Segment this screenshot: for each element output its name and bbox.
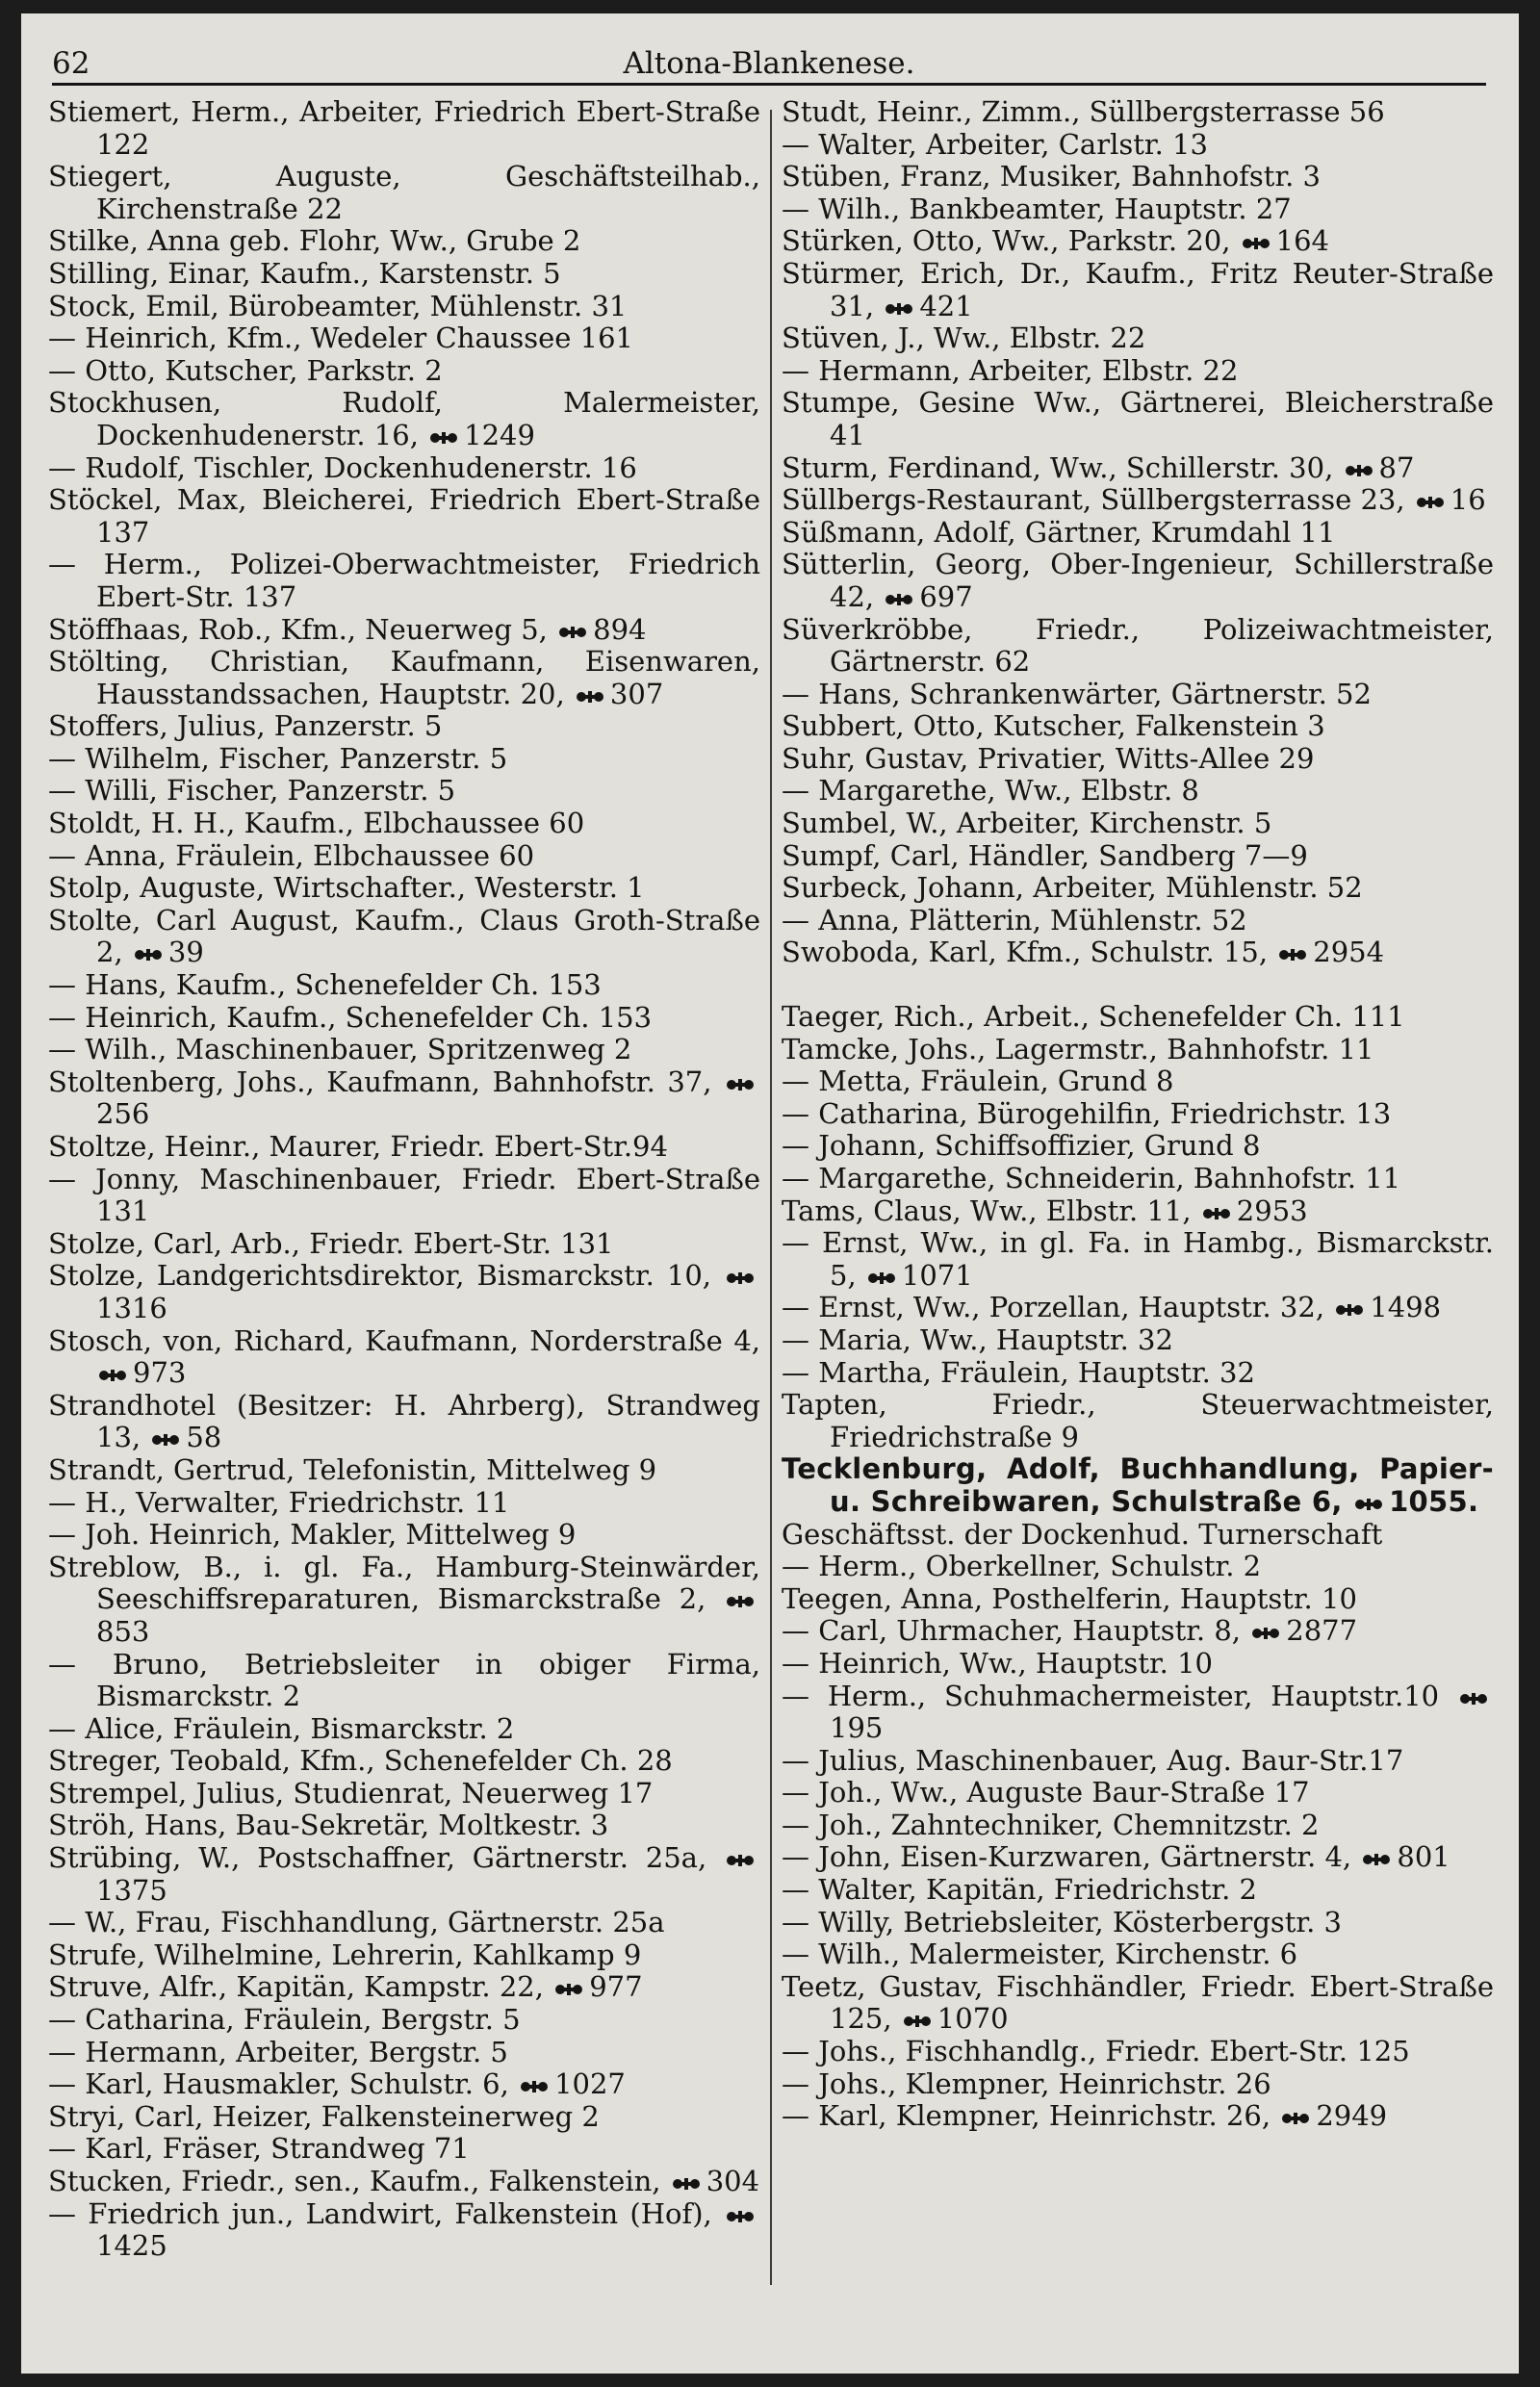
telephone-icon: [1459, 1691, 1488, 1707]
entry-text: — Karl, Hausmakler, Schulstr. 6,: [48, 2067, 509, 2101]
entry-text: Taeger, Rich., Arbeit., Schenefelder Ch. 111: [782, 1000, 1405, 1034]
directory-entry: [782, 872, 1494, 905]
running-title: Altona-Blankenese.: [623, 46, 915, 81]
telephone-icon: [554, 1982, 583, 1997]
entry-text: Teetz, Gustav, Fischhändler, Friedr. Ebert-Straße 125,: [782, 1969, 1494, 2036]
directory-entry: [48, 2133, 760, 2166]
entry-text: Tamcke, Johs., Lagermstr., Bahnhofstr. 11: [782, 1032, 1374, 1065]
entry-text: Stiegert, Auguste, Geschäftsteilhab., Kirchenstraße 22: [48, 160, 760, 225]
telephone-icon: [867, 1270, 896, 1286]
phone-number: 2954: [1313, 936, 1385, 969]
entry-text: — Heinrich, Kfm., Wedeler Chaussee 161: [48, 321, 634, 355]
telephone-icon: [726, 1077, 755, 1092]
telephone-icon: [134, 947, 163, 962]
entry-text: Stumpe, Gesine Ww., Gärtnerei, Bleicherstraße 41: [782, 386, 1494, 451]
entry-text: — Heinrich, Ww., Hauptstr. 10: [782, 1646, 1213, 1680]
entry-text: Studt, Heinr., Zimm., Süllbergsterrasse 56: [782, 95, 1385, 128]
directory-entry: [782, 905, 1494, 937]
entry-text: Stoldt, H. H., Kaufm., Elbchaussee 60: [48, 807, 585, 840]
directory-entry: [48, 1649, 760, 1713]
entry-text: — Joh., Zahntechniker, Chemnitzstr. 2: [782, 1808, 1320, 1841]
entry-text: Streblow, B., i. gl. Fa., Hamburg-Steinwärder, Seeschiffsreparaturen, Bismarckstraße 2,: [48, 1550, 760, 1616]
directory-entry: [782, 387, 1494, 451]
directory-entry: [782, 1971, 1494, 2036]
phone-number: 1316: [96, 1291, 167, 1324]
directory-entry: [48, 484, 760, 549]
directory-entry: [48, 1907, 760, 1939]
entry-text: Stöckel, Max, Bleicherei, Friedrich Ebert-Straße 137: [48, 483, 760, 549]
entry-text: — Rudolf, Tischler, Dockenhudenerstr. 16: [48, 450, 637, 484]
telephone-icon: [726, 2209, 755, 2224]
directory-entry: [782, 1810, 1494, 1842]
entry-text: — Hans, Kaufm., Schenefelder Ch. 153: [48, 968, 602, 1002]
entry-text: — Herm., Schuhmachermeister, Hauptstr.10: [782, 1679, 1440, 1712]
directory-entry: [782, 1777, 1494, 1810]
directory-entry: [782, 1034, 1494, 1066]
directory-entry: [48, 646, 760, 710]
directory-entry: [48, 969, 760, 1002]
telephone-icon: [576, 689, 604, 705]
directory-entry: [48, 1131, 760, 1164]
entry-text: Stoltze, Heinr., Maurer, Friedr. Ebert-Str.94: [48, 1130, 668, 1163]
entry-text: Süverkröbbe, Friedr., Polizeiwachtmeister, Gärtnerstr. 62: [782, 612, 1494, 679]
directory-entry: [48, 291, 760, 323]
directory-entry: [782, 258, 1494, 322]
phone-number: 1498: [1370, 1291, 1442, 1324]
entry-text: Stock, Emil, Bürobeamter, Mühlenstr. 31: [48, 289, 628, 322]
telephone-icon: [1278, 947, 1307, 962]
directory-entry: [48, 355, 760, 388]
directory-entry: [782, 1001, 1494, 1034]
entry-text: — Metta, Fräulein, Grund 8: [782, 1065, 1174, 1098]
directory-entry: [48, 452, 760, 485]
directory-entry: [782, 2068, 1494, 2101]
entry-text: — Alice, Fräulein, Bismarckstr. 2: [48, 1711, 515, 1745]
entry-text: — Catharina, Fräulein, Bergstr. 5: [48, 2003, 521, 2037]
phone-number: 2949: [1316, 2099, 1388, 2133]
telephone-icon: [903, 2014, 932, 2029]
directory-entry: [48, 1002, 760, 1035]
entry-text: Strandt, Gertrud, Telefonistin, Mittelweg 9: [48, 1452, 657, 1486]
directory-entry: [48, 1519, 760, 1552]
entry-text: — Heinrich, Kaufm., Schenefelder Ch. 153: [48, 1000, 653, 1034]
entry-text: Swoboda, Karl, Kfm., Schulstr. 15,: [782, 936, 1269, 969]
directory-entry: [48, 743, 760, 776]
directory-entry: [782, 1130, 1494, 1163]
directory-entry: [48, 1066, 760, 1131]
entry-text: — Wilh., Malermeister, Kirchenstr. 6: [782, 1938, 1298, 1971]
page-header: [52, 42, 1486, 85]
entry-text: — Karl, Klempner, Heinrichstr. 26,: [782, 2099, 1271, 2133]
phone-number: 894: [593, 612, 647, 646]
phone-number: 1027: [554, 2067, 626, 2101]
entry-text: — Otto, Kutscher, Parkstr. 2: [48, 353, 443, 387]
entry-text: Tecklenburg, Adolf, Buchhandlung, Papier- u. Schreibwaren, Schulstraße 6,: [782, 1452, 1494, 1518]
entry-text: Streger, Teobald, Kfm., Schenefelder Ch. 28: [48, 1744, 673, 1778]
directory-entry: [48, 322, 760, 355]
directory-entry: [48, 775, 760, 808]
entry-text: Stürken, Otto, Ww., Parkstr. 20,: [782, 224, 1231, 258]
directory-entry: [782, 1874, 1494, 1907]
telephone-icon: [1242, 236, 1270, 251]
entry-text: — Herm., Oberkellner, Schulstr. 2: [782, 1550, 1262, 1583]
entry-text: Sütterlin, Georg, Ober-Ingenieur, Schillerstraße 42,: [782, 548, 1494, 613]
entry-text: — Karl, Fräser, Strandweg 71: [48, 2132, 470, 2166]
directory-entry: [782, 743, 1494, 776]
telephone-icon: [151, 1432, 180, 1448]
entry-text: — Johs., Fischhandlg., Friedr. Ebert-Str. 125: [782, 2035, 1410, 2068]
phone-number: 973: [133, 1356, 187, 1390]
telephone-icon: [1251, 1626, 1280, 1641]
directory-entry: [782, 322, 1494, 355]
directory-entry: [48, 808, 760, 840]
phone-number: 195: [830, 1711, 884, 1745]
entry-text: Tapten, Friedr., Steuerwachtmeister, Friedrichstraße 9: [782, 1388, 1494, 1453]
entry-text: Stolp, Auguste, Wirtschafter., Westerstr. 1: [48, 871, 645, 905]
directory-entry: [48, 2101, 760, 2134]
phone-number: 697: [919, 579, 973, 613]
entry-text: — Wilh., Bankbeamter, Hauptstr. 27: [782, 192, 1292, 225]
entry-text: — Catharina, Bürogehilfin, Friedrichstr. 13: [782, 1096, 1392, 1130]
directory-entry: [782, 161, 1494, 193]
telephone-icon: [1335, 1302, 1364, 1318]
entry-text: — Maria, Ww., Hauptstr. 32: [782, 1322, 1173, 1356]
directory-entry: [48, 1778, 760, 1810]
entry-text: Tams, Claus, Ww., Elbstr. 11,: [782, 1194, 1192, 1227]
entry-text: — Johann, Schiffsoffizier, Grund 8: [782, 1129, 1261, 1163]
entry-text: Stucken, Friedr., sen., Kaufm., Falkenstein,: [48, 2165, 661, 2197]
telephone-icon: [520, 2079, 549, 2094]
entry-text: — Margarethe, Ww., Elbstr. 8: [782, 774, 1199, 808]
phone-number: 1249: [464, 418, 535, 451]
phone-number: 1375: [96, 1873, 167, 1907]
directory-entry: [782, 484, 1494, 517]
entry-text: Subbert, Otto, Kutscher, Falkenstein 3: [782, 709, 1325, 743]
entry-text: — Anna, Plätterin, Mühlenstr. 52: [782, 903, 1247, 937]
phone-number: 1070: [937, 2002, 1009, 2036]
directory-entry: [48, 1034, 760, 1066]
directory-entry: [48, 1228, 760, 1261]
directory-entry: [782, 1389, 1494, 1453]
phone-number: 801: [1397, 1840, 1450, 1874]
directory-entry: [48, 614, 760, 647]
telephone-icon: [1416, 495, 1445, 510]
directory-entry: [48, 2166, 760, 2198]
entry-text: — Julius, Maschinenbauer, Aug. Baur-Str.17: [782, 1743, 1404, 1777]
directory-entry: [782, 1324, 1494, 1357]
directory-entry: [782, 1292, 1494, 1324]
directory-entry: [782, 937, 1494, 969]
entry-text: Sumpf, Carl, Händler, Sandberg 7—9: [782, 838, 1308, 872]
entry-text: — Joh., Ww., Auguste Baur-Straße 17: [782, 1776, 1310, 1810]
entry-text: — Walter, Arbeiter, Carlstr. 13: [782, 127, 1208, 161]
directory-entry: [48, 1552, 760, 1649]
phone-number: 307: [609, 677, 664, 710]
directory-entry: [782, 840, 1494, 873]
directory-entry: [782, 1519, 1494, 1552]
directory-entry: [782, 2100, 1494, 2133]
directory-entry: [782, 549, 1494, 613]
directory-entry: [48, 2198, 760, 2263]
directory-page: [21, 13, 1519, 2374]
entry-text: — Bruno, Betriebsleiter in obiger Firma, Bismarckstr. 2: [48, 1647, 760, 1713]
right-column: [782, 96, 1494, 2133]
directory-entry: [48, 1390, 760, 1454]
entry-text: Surbeck, Johann, Arbeiter, Mühlenstr. 52: [782, 871, 1363, 905]
directory-entry: [782, 679, 1494, 711]
directory-entry: [48, 1810, 760, 1842]
directory-entry: [782, 225, 1494, 258]
phone-number: 1071: [901, 1258, 973, 1292]
telephone-icon: [672, 2176, 701, 2192]
directory-entry: [48, 96, 760, 161]
entry-text: Strandhotel (Besitzer: H. Ahrberg), Strandweg 13,: [48, 1388, 760, 1454]
phone-number: 2877: [1286, 1614, 1358, 1648]
directory-entry: [48, 258, 760, 291]
telephone-icon: [1281, 2111, 1310, 2126]
entry-text: Stolze, Landgerichtsdirektor, Bismarckstr. 10,: [48, 1259, 711, 1293]
telephone-icon: [726, 1270, 755, 1286]
entry-text: — H., Verwalter, Friedrichstr. 11: [48, 1485, 510, 1519]
directory-entry: [48, 1260, 760, 1324]
directory-entry: [48, 1939, 760, 1972]
entry-text: — Ernst, Ww., Porzellan, Hauptstr. 32,: [782, 1291, 1325, 1324]
entry-text: Stryi, Carl, Heizer, Falkensteinerweg 2: [48, 2099, 600, 2133]
directory-entry: [48, 840, 760, 873]
entry-text: Süßmann, Adolf, Gärtner, Krumdahl 11: [782, 515, 1336, 549]
phone-number: 1425: [96, 2229, 167, 2263]
directory-entry: [48, 1713, 760, 1746]
phone-number: 16: [1450, 483, 1486, 517]
directory-entry: [782, 1745, 1494, 1778]
phone-number: 164: [1275, 224, 1330, 258]
entry-text: Strübing, W., Postschaffner, Gärtnerstr. 25a,: [48, 1841, 707, 1875]
telephone-icon: [1354, 1497, 1383, 1512]
entry-text: — Willy, Betriebsleiter, Kösterbergstr. 3: [782, 1905, 1342, 1938]
directory-entry: [782, 1938, 1494, 1971]
entry-text: Stürmer, Erich, Dr., Kaufm., Fritz Reuter-Straße 31,: [782, 256, 1494, 322]
entry-text: Geschäftsst. der Dockenhud. Turnerschaft: [782, 1517, 1383, 1551]
directory-entry: [782, 96, 1494, 129]
directory-entry: [782, 614, 1494, 679]
telephone-icon: [1202, 1206, 1231, 1221]
phone-number: 1055.: [1389, 1484, 1479, 1518]
directory-entry: [782, 1615, 1494, 1648]
telephone-icon: [726, 1594, 755, 1609]
directory-entry: [782, 1065, 1494, 1098]
telephone-icon: [885, 301, 913, 317]
entry-text: — Hermann, Arbeiter, Bergstr. 5: [48, 2035, 508, 2068]
entry-text: Teegen, Anna, Posthelferin, Hauptstr. 10: [782, 1581, 1357, 1615]
directory-entry: [48, 872, 760, 905]
entry-text: — Anna, Fräulein, Elbchaussee 60: [48, 838, 535, 872]
directory-entry: [782, 355, 1494, 388]
directory-entry: [782, 1357, 1494, 1390]
entry-text: Stolze, Carl, Arb., Friedr. Ebert-Str. 131: [48, 1226, 614, 1260]
page-number: 62: [52, 46, 90, 81]
directory-entry: [48, 1971, 760, 2004]
entry-text: — Martha, Fräulein, Hauptstr. 32: [782, 1355, 1255, 1389]
directory-entry: [782, 1841, 1494, 1874]
directory-entry: [782, 808, 1494, 840]
header-rule: [52, 83, 1486, 86]
entry-text: Stoltenberg, Johs., Kaufmann, Bahnhofstr. 37,: [48, 1065, 712, 1098]
entry-text: — Joh. Heinrich, Makler, Mittelweg 9: [48, 1518, 577, 1552]
telephone-icon: [1345, 463, 1373, 478]
directory-entry: [48, 1745, 760, 1778]
entry-text: — Hans, Schrankenwärter, Gärtnerstr. 52: [782, 677, 1372, 710]
telephone-icon: [558, 625, 587, 640]
directory-entry: [782, 1195, 1494, 1228]
telephone-icon: [1362, 1852, 1391, 1867]
entry-text: Stilling, Einar, Kaufm., Karstenstr. 5: [48, 256, 561, 290]
entry-text: Stüben, Franz, Musiker, Bahnhofstr. 3: [782, 160, 1322, 193]
directory-entry: [48, 2068, 760, 2101]
directory-entry: [48, 710, 760, 743]
entry-text: Stilke, Anna geb. Flohr, Ww., Grube 2: [48, 224, 581, 258]
directory-entry: [782, 1551, 1494, 1583]
entry-text: Strufe, Wilhelmine, Lehrerin, Kahlkamp 9: [48, 1938, 642, 1971]
entry-text: — Ernst, Ww., in gl. Fa. in Hambg., Bismarckstr. 5,: [782, 1226, 1494, 1292]
entry-text: — Hermann, Arbeiter, Elbstr. 22: [782, 353, 1239, 387]
entry-text: Süllbergs-Restaurant, Süllbergsterrasse 23,: [782, 483, 1405, 517]
directory-entry: [782, 517, 1494, 550]
entry-text: Ströh, Hans, Bau-Sekretär, Moltkestr. 3: [48, 1809, 609, 1842]
directory-entry: [782, 1907, 1494, 1939]
entry-text: Struve, Alfr., Kapitän, Kampstr. 22,: [48, 1970, 544, 2004]
entry-text: Stolte, Carl August, Kaufm., Claus Groth-Straße 2,: [48, 903, 760, 969]
phone-number: 87: [1378, 450, 1415, 484]
directory-entry: [782, 193, 1494, 226]
directory-entry: [48, 1454, 760, 1487]
entry-text: Sumbel, W., Arbeiter, Kirchenstr. 5: [782, 807, 1272, 840]
entry-text: — Willi, Fischer, Panzerstr. 5: [48, 774, 456, 808]
entry-text: — W., Frau, Fischhandlung, Gärtnerstr. 25a: [48, 1906, 665, 1939]
directory-entry: [782, 1648, 1494, 1681]
entry-text: Strempel, Julius, Studienrat, Neuerweg 17: [48, 1776, 654, 1810]
phone-number: 256: [96, 1097, 150, 1131]
directory-entry: [782, 1583, 1494, 1616]
entry-text: — John, Eisen-Kurzwaren, Gärtnerstr. 4,: [782, 1840, 1352, 1874]
directory-entry: [48, 549, 760, 613]
entry-text: — Carl, Uhrmacher, Hauptstr. 8,: [782, 1614, 1242, 1648]
entry-text: Sturm, Ferdinand, Ww., Schillerstr. 30,: [782, 450, 1334, 484]
directory-entry: [48, 1842, 760, 1907]
entry-text: — Jonny, Maschinenbauer, Friedr. Ebert-Straße 131: [48, 1162, 760, 1228]
entry-text: Suhr, Gustav, Privatier, Witts-Allee 29: [782, 741, 1315, 775]
phone-number: 39: [167, 936, 204, 969]
directory-entry: [782, 1163, 1494, 1195]
telephone-icon: [726, 1853, 755, 1868]
phone-number: 2953: [1236, 1194, 1308, 1227]
directory-entry: [48, 161, 760, 225]
entry-text: Stosch, von, Richard, Kaufmann, Norderstraße 4,: [48, 1323, 760, 1357]
entry-text: — Wilhelm, Fischer, Panzerstr. 5: [48, 741, 508, 775]
directory-entry: [782, 1681, 1494, 1745]
directory-entry: [782, 1227, 1494, 1292]
telephone-icon: [98, 1368, 127, 1383]
directory-entry: [782, 775, 1494, 808]
phone-number: 304: [706, 2165, 760, 2197]
left-column: [48, 96, 760, 2263]
entry-text: — Margarethe, Schneiderin, Bahnhofstr. 11: [782, 1162, 1401, 1194]
entry-text: — Herm., Polizei-Oberwachtmeister, Friedrich Ebert-Str. 137: [48, 548, 760, 613]
directory-entry: [48, 1487, 760, 1520]
entry-text: Stüven, J., Ww., Elbstr. 22: [782, 321, 1146, 355]
entry-text: — Walter, Kapitän, Friedrichstr. 2: [782, 1873, 1257, 1907]
phone-number: 977: [589, 1970, 643, 2004]
directory-entry: [48, 905, 760, 969]
entry-text: — Wilh., Maschinenbauer, Spritzenweg 2: [48, 1033, 632, 1066]
directory-entry: [48, 387, 760, 451]
directory-entry: [48, 2037, 760, 2069]
entry-text: Stölting, Christian, Kaufmann, Eisenwaren, Hausstandssachen, Hauptstr. 20,: [48, 645, 760, 710]
telephone-icon: [429, 430, 458, 446]
telephone-icon: [885, 592, 913, 607]
directory-entry: [48, 2004, 760, 2037]
entry-text: Stiemert, Herm., Arbeiter, Friedrich Ebert-Straße 122: [48, 95, 760, 161]
directory-entry: [48, 1325, 760, 1390]
directory-entry: [48, 1164, 760, 1228]
entry-text: Stoffers, Julius, Panzerstr. 5: [48, 709, 443, 743]
entry-text: Stockhusen, Rudolf, Malermeister, Dockenhudenerstr. 16,: [48, 386, 760, 451]
entry-text: Stöffhaas, Rob., Kfm., Neuerweg 5,: [48, 612, 548, 646]
directory-entry: [782, 1453, 1494, 1518]
directory-entry: [782, 129, 1494, 162]
directory-entry: [782, 2036, 1494, 2068]
entry-text: — Johs., Klempner, Heinrichstr. 26: [782, 2066, 1271, 2100]
directory-entry: [782, 710, 1494, 743]
entry-text: — Friedrich jun., Landwirt, Falkenstein (Hof),: [48, 2196, 712, 2230]
phone-number: 58: [186, 1421, 222, 1454]
phone-number: 421: [919, 289, 973, 322]
directory-entry: [782, 452, 1494, 485]
directory-entry: [48, 225, 760, 258]
phone-number: 853: [96, 1614, 150, 1648]
directory-entry: [782, 1098, 1494, 1131]
column-divider: [770, 110, 772, 2285]
